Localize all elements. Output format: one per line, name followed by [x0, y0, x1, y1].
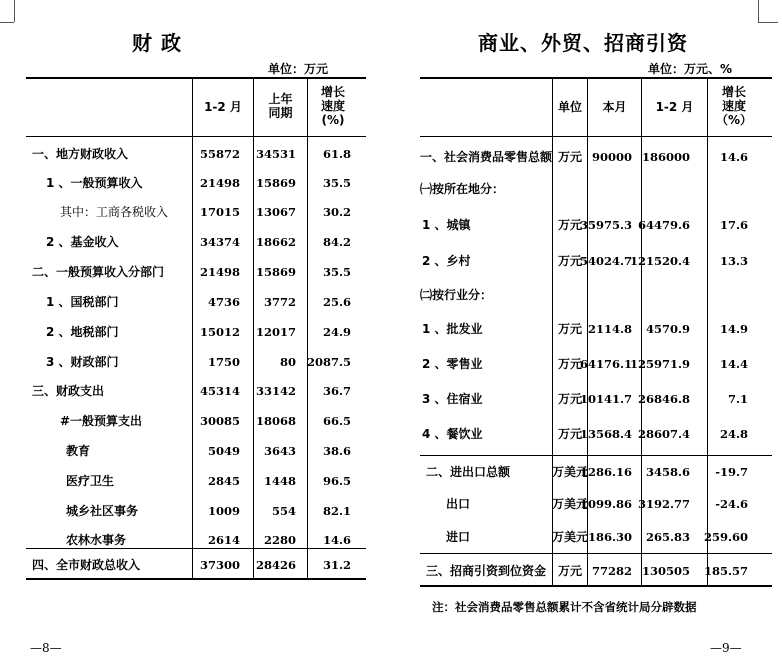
cell-v3: 17.6: [719, 218, 748, 232]
cell-v3: 66.5: [322, 414, 351, 428]
cell-v1: 1009: [207, 504, 240, 518]
cell-v2: 3458.6: [645, 465, 690, 479]
row-label: 2 、基金收入: [46, 235, 119, 249]
cell-v3: 35.5: [322, 265, 351, 279]
row-label: 城乡社区事务: [66, 504, 139, 518]
column-divider: [192, 78, 193, 578]
cell-v3: 14.9: [719, 322, 748, 336]
cell-v3: 13.3: [719, 254, 748, 268]
row-label: 进口: [446, 530, 471, 544]
cell-v1: 35975.3: [579, 218, 632, 232]
cell-v3: 30.2: [322, 205, 351, 219]
cell-v1: 34374: [199, 235, 240, 249]
column-divider: [307, 78, 308, 578]
page-title: 商业、外贸、招商引资: [478, 31, 688, 55]
row-unit: 万美元: [551, 465, 588, 479]
cell-v1: 55872: [199, 147, 240, 161]
row-label: 医疗卫生: [66, 474, 115, 488]
cell-v1: 4736: [207, 295, 240, 309]
column-header-1-2-month: 1-2 月: [655, 100, 694, 114]
cell-v2: 125971.9: [629, 357, 690, 371]
cell-v2: 26846.8: [637, 392, 690, 406]
row-label: 1 、城镇: [422, 218, 471, 232]
row-label: 二、进出口总额: [426, 465, 511, 479]
section-rule: [420, 455, 772, 456]
row-label: 1 、国税部门: [46, 295, 119, 309]
column-header-unit: 单位: [557, 100, 582, 114]
cell-v3: 7.1: [727, 392, 748, 406]
cell-v2: 1448: [263, 474, 296, 488]
cell-v3: 35.5: [322, 176, 351, 190]
cell-v3: 96.5: [322, 474, 351, 488]
row-unit: 万元: [557, 357, 582, 371]
cell-v2: 64479.6: [637, 218, 690, 232]
row-label: 2 、零售业: [422, 357, 483, 371]
cell-v1: 90000: [591, 150, 632, 164]
cell-v2: 15869: [255, 265, 296, 279]
cell-v2: 554: [271, 504, 296, 518]
cell-v3: 82.1: [322, 504, 351, 518]
row-unit: 万元: [557, 427, 582, 441]
page-number: —8—: [30, 641, 62, 655]
row-label: 三、财政支出: [32, 384, 105, 398]
cell-v3: 61.8: [322, 147, 351, 161]
column-header-growth: 增长 速度 （%）: [715, 85, 753, 127]
row-unit: 万元: [557, 564, 582, 578]
page-number: —9—: [710, 641, 742, 655]
cell-v2: 28607.4: [637, 427, 690, 441]
footnote: 注：社会消费品零售总额累计不含省统计局分辟数据: [432, 600, 697, 614]
row-label: 一、地方财政收入: [32, 147, 129, 161]
cell-v1: 64176.1: [579, 357, 632, 371]
row-label: ㈡按行业分：: [420, 288, 493, 302]
header-rule: [26, 136, 366, 137]
cell-v2: 33142: [255, 384, 296, 398]
row-unit: 万元: [557, 254, 582, 268]
header-rule: [420, 136, 772, 137]
row-label: 一、社会消费品零售总额: [420, 150, 553, 164]
cell-v2: 4570.9: [645, 322, 690, 336]
row-label: 四、全市财政总收入: [32, 558, 141, 572]
row-label: 3 、住宿业: [422, 392, 483, 406]
right-page: [392, 0, 782, 672]
cell-v2: 12017: [255, 325, 296, 339]
cell-v1: 13568.4: [579, 427, 632, 441]
row-unit: 万美元: [551, 530, 588, 544]
cell-v2: 3643: [263, 444, 296, 458]
cell-v3: 14.4: [719, 357, 748, 371]
crop-mark: [758, 22, 778, 23]
cell-v2: 28426: [255, 558, 296, 572]
cell-v3: 259.60: [703, 530, 748, 544]
cell-v1: 15012: [199, 325, 240, 339]
cell-v2: 265.83: [645, 530, 690, 544]
cell-v2: 80: [279, 355, 296, 369]
cell-v2: 34531: [255, 147, 296, 161]
row-label: 4 、餐饮业: [422, 427, 483, 441]
cell-v1: 2845: [207, 474, 240, 488]
row-label: 三、招商引资到位资金: [426, 564, 547, 578]
cell-v1: 5049: [207, 444, 240, 458]
cell-v1: 54024.7: [579, 254, 632, 268]
cell-v3: 38.6: [322, 444, 351, 458]
cell-v1: 17015: [199, 205, 240, 219]
cell-v2: 130505: [641, 564, 690, 578]
cell-v1: 2114.8: [587, 322, 632, 336]
cell-v3: 24.8: [719, 427, 748, 441]
cell-v2: 3772: [263, 295, 296, 309]
column-header-1-2-month: 1-2 月: [204, 100, 242, 114]
cell-v1: 1750: [207, 355, 240, 369]
table-bottom-rule: [420, 585, 772, 587]
cell-v1: 21498: [199, 265, 240, 279]
column-divider: [253, 78, 254, 578]
row-unit: 万元: [557, 392, 582, 406]
row-label: #一般预算支出: [60, 414, 143, 428]
row-unit: 万元: [557, 218, 582, 232]
crop-mark: [758, 0, 759, 22]
row-label: 农林水事务: [66, 533, 127, 547]
row-label: 1 、批发业: [422, 322, 483, 336]
cell-v3: 25.6: [322, 295, 351, 309]
column-header-prior-year: 上年 同期: [268, 92, 293, 120]
cell-v2: 2280: [263, 533, 296, 547]
unit-label: 单位：万元、%: [648, 62, 733, 76]
row-label: 教育: [66, 444, 91, 458]
crop-mark: [14, 0, 15, 22]
row-label: 二、一般预算收入分部门: [32, 265, 165, 279]
cell-v1: 186.30: [587, 530, 632, 544]
cell-v1: 21498: [199, 176, 240, 190]
section-rule: [420, 553, 772, 554]
cell-v1: 10141.7: [579, 392, 632, 406]
cell-v2: 18068: [255, 414, 296, 428]
row-unit: 万美元: [551, 497, 588, 511]
column-header-growth: 增长 速度 (%): [320, 85, 345, 127]
cell-v1: 2614: [207, 533, 240, 547]
page-title: 财 政: [132, 31, 182, 55]
cell-v1: 45314: [199, 384, 240, 398]
unit-label: 单位：万元: [268, 62, 329, 76]
cell-v3: 31.2: [322, 558, 351, 572]
cell-v3: 185.57: [703, 564, 748, 578]
cell-v3: 14.6: [719, 150, 748, 164]
row-label: 出口: [446, 497, 471, 511]
cell-v1: 1099.86: [579, 497, 632, 511]
column-divider: [707, 78, 708, 585]
cell-v3: 2087.5: [306, 355, 351, 369]
crop-mark: [0, 22, 14, 23]
row-unit: 万元: [557, 150, 582, 164]
row-label: 3 、财政部门: [46, 355, 119, 369]
cell-v2: 13067: [255, 205, 296, 219]
cell-v1: 1286.16: [579, 465, 632, 479]
row-label: 2 、地税部门: [46, 325, 119, 339]
table-bottom-rule: [26, 578, 366, 580]
cell-v3: 84.2: [322, 235, 351, 249]
cell-v3: 14.6: [322, 533, 351, 547]
cell-v3: -24.6: [715, 497, 748, 511]
cell-v2: 3192.77: [637, 497, 690, 511]
section-rule: [26, 548, 366, 549]
cell-v1: 77282: [591, 564, 632, 578]
cell-v1: 37300: [199, 558, 240, 572]
cell-v3: 24.9: [322, 325, 351, 339]
cell-v2: 121520.4: [629, 254, 690, 268]
table-top-rule: [26, 77, 366, 79]
cell-v3: -19.7: [715, 465, 748, 479]
table-top-rule: [420, 77, 772, 79]
row-unit: 万元: [557, 322, 582, 336]
cell-v2: 18662: [255, 235, 296, 249]
cell-v3: 36.7: [322, 384, 351, 398]
cell-v1: 30085: [199, 414, 240, 428]
row-label: 1 、一般预算收入: [46, 176, 143, 190]
row-label: ㈠按所在地分：: [420, 182, 505, 196]
cell-v2: 15869: [255, 176, 296, 190]
cell-v2: 186000: [641, 150, 690, 164]
row-label: 其中：工商各税收入: [60, 205, 169, 219]
row-label: 2 、乡村: [422, 254, 471, 268]
column-header-this-month: 本月: [602, 100, 627, 114]
